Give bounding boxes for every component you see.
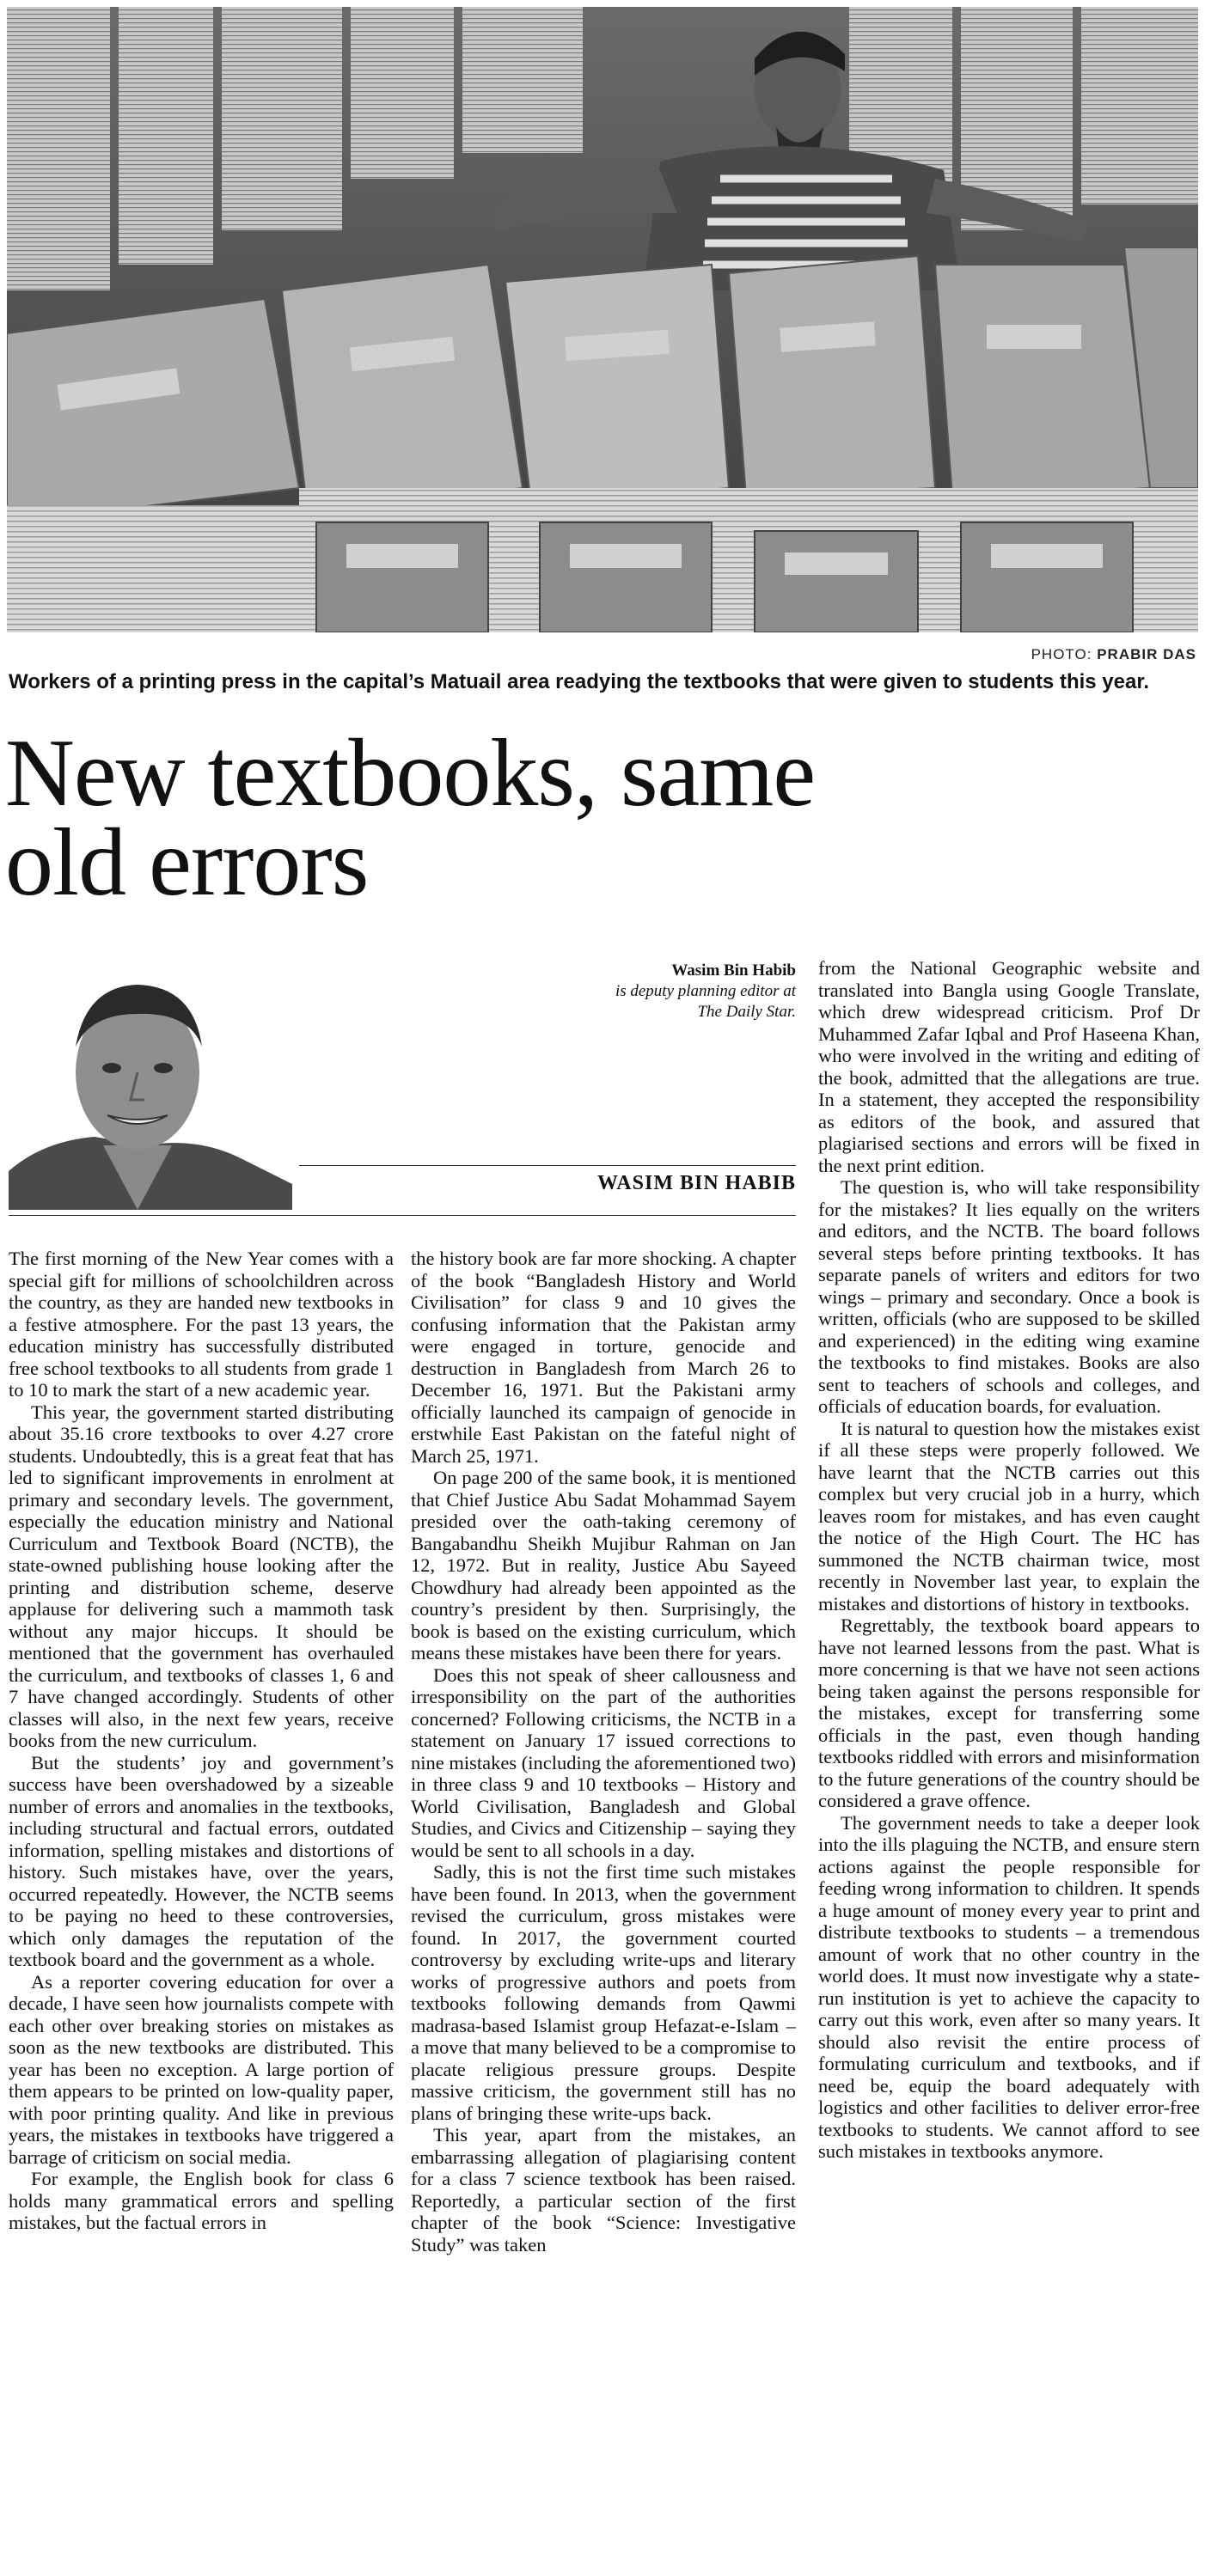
- paragraph: As a reporter covering education for over a decade, I have seen how journalists compete with each other over breaking stories on mistakes as soon as the new textbooks are distributed. This year has been no exception. A large portion of them appears to be printed on low-quality paper, with poor printing quality. And like in previous years, the mistakes in textbooks have triggered a barrage of criticism on social media.: [9, 1970, 394, 2168]
- author-bio: [516, 961, 796, 1022]
- headline-line-1: New textbooks, same: [5, 720, 816, 827]
- photo-credit-label: PHOTO:: [1031, 646, 1092, 662]
- author-bio-line-1: is deputy planning editor at: [615, 982, 796, 1000]
- paragraph: For example, the English book for class 6 holds many grammatical errors and spelling mistakes, but the factual errors in: [9, 2168, 394, 2233]
- paragraph: The government needs to take a deeper look into the ills plaguing the NCTB, and ensure stern actions against the people responsible for feeding wrong information to children. It spends a huge amount of money every year to print and distribute textbooks to students – a tremendous amount of work that no other country in the world does. It must now investigate why a state-run institution is yet to achieve the capacity to carry out this work, even after so many years. It should also revisit the entire process of formulating curriculum and textbooks, and if need be, equip the board adequately with logistics and other facilities to deliver error-free textbooks to students. We cannot afford to see such mistakes in textbooks anymore.: [818, 1811, 1200, 2162]
- paragraph: Sadly, this is not the first time such mistakes have been found. In 2013, when the government revised the curriculum, gross mistakes were found. In 2017, the government courted controversy by excluding write-ups and literary works of progressive authors and poets from textbooks following demands from Qawmi madrasa-based Islamist group Hefazat-e-Islam – a move that many believed to be a compromise to placate religious pressure groups. Despite massive criticism, the government still has no plans of bringing these write-ups back.: [411, 1861, 796, 2124]
- paragraph: This year, the government started distributing about 35.16 crore textbooks to over 4.27 crore students. Undoubtedly, this is a great feat that has led to significant improvements in enrolment at primary and secondary levels. The government, especially the education ministry and National Curriculum and Textbook Board (NCTB), the state-owned publishing house looking after the printing and distribution scheme, deserve applause for delivering such a mammoth task without any major hiccups. It should be mentioned that the government has overhauled the curriculum, and textbooks of classes 1, 6 and 7 have changed accordingly. Students of other classes will also, in the next few years, receive books from the new curriculum.: [9, 1401, 394, 1751]
- paragraph: On page 200 of the same book, it is mentioned that Chief Justice Abu Sadat Mohammad Sayem presided over the oath-taking ceremony of Bangabandhu Sheikh Mujibur Rahman on Jan 12, 1972. But in reality, Justice Abu Sayeed Chowdhury had already been appointed as the country’s president by then. Surprisingly, the book is based on the existing curriculum, which means these mistakes have been there for years.: [411, 1467, 796, 1663]
- author-portrait: [9, 952, 292, 1210]
- photo-credit: [1031, 646, 1196, 663]
- author-bio-line-2: The Daily Star.: [697, 1003, 796, 1021]
- byline: WASIM BIN HABIB: [596, 1172, 796, 1194]
- article-column-1: [9, 1248, 394, 2571]
- paragraph: from the National Geographic website and translated into Bangla using Google Translate, which drew widespread criticism. Prof Dr Muhammed Zafar Iqbal and Prof Haseena Khan, who were involved in the writing and editing of the book, admitted that the allegations are true. In a statement, they accepted the responsibility as editors of the book, and assured that plagiarised sections and errors will be fixed in the next print edition.: [818, 957, 1200, 1176]
- headline-line-2: old errors: [5, 809, 369, 916]
- lead-photo: [7, 7, 1198, 632]
- headline: [5, 720, 1191, 916]
- author-photo: [9, 952, 292, 1210]
- paragraph: Does this not speak of sheer callousness and irresponsibility on the part of the authorities concerned? Following criticisms, the NCTB in a statement on January 17 issued corrections to nine mistakes (including the aforementioned two) in three class 9 and 10 textbooks – History and World Civilisation, Bangladesh and Global Studies, and Civics and Citizenship – saying they would be sent to all schools in a day.: [411, 1663, 796, 1861]
- article-column-2: [411, 1248, 796, 2571]
- byline-bottom-divider: [9, 1215, 796, 1216]
- photo-credit-name: PRABIR DAS: [1097, 646, 1196, 662]
- paragraph: This year, apart from the mistakes, an embarrassing allegation of plagiarising content for a class 7 science textbook has been raised. Reportedly, a particular section of the first chapter of the book “Science: Investigative Study” was taken: [411, 2124, 796, 2256]
- byline-divider: [299, 1165, 796, 1166]
- textbook-stacks-photo: [7, 7, 1198, 632]
- paragraph: It is natural to question how the mistakes exist if all these steps were properly followed. We have learnt that the NCTB carries out this complex but very crucial job in a hurry, which leaves room for mistakes, and has even caught the notice of the High Court. The HC has summoned the NCTB chairman twice, most recently in November last year, to explain the mistakes and distortions of history in textbooks.: [818, 1417, 1200, 1615]
- author-bio-name: Wasim Bin Habib: [671, 961, 796, 980]
- paragraph: The first morning of the New Year comes with a special gift for millions of schoolchildren across the country, as they are handed new textbooks in a festive atmosphere. For the past 13 years, the education ministry has successfully distributed free school textbooks to all students from grade 1 to 10 to mark the start of a new academic year.: [9, 1248, 394, 1401]
- article-column-3: [818, 957, 1200, 2571]
- paragraph: But the students’ joy and government’s success have been overshadowed by a sizeable number of errors and anomalies in the textbooks, including structural and factual errors, outdated information, spelling mistakes and distortions of history. Such mistakes have, over the years, occurred repeatedly. However, the NCTB seems to be paying no heed to these controversies, which only damages the reputation of the textbook board and the government as a whole.: [9, 1751, 394, 1970]
- photo-caption: Workers of a printing press in the capital’s Matuail area readying the textbooks that were given to students this year.: [9, 670, 1150, 693]
- paragraph: the history book are far more shocking. A chapter of the book “Bangladesh History and World Civilisation” for class 9 and 10 gives the confusing information that the Pakistan army were engaged in torture, genocide and destruction in Bangladesh from March 26 to December 16, 1971. But the Pakistani army officially launched its campaign of genocide in erstwhile East Pakistan on the fateful night of March 25, 1971.: [411, 1248, 796, 1467]
- paragraph: The question is, who will take responsibility for the mistakes? It lies equally on the writers and editors, and the NCTB. The board follows several steps before printing textbooks. It has separate panels of writers and editors for two wings – primary and secondary. Once a book is written, officials (who are supposed to be skilled and experienced) in the editing wing examine the textbooks to find mistakes. Books are also sent to teachers of schools and colleges, and officials of education boards, for evaluation.: [818, 1176, 1200, 1417]
- paragraph: Regrettably, the textbook board appears to have not learned lessons from the past. What is more concerning is that we have not seen actions being taken against the persons responsible for the mistakes, except for transferring some officials in the past, even though handing textbooks riddled with errors and misinformation to the future generations of the country should be considered a grave offence.: [818, 1615, 1200, 1811]
